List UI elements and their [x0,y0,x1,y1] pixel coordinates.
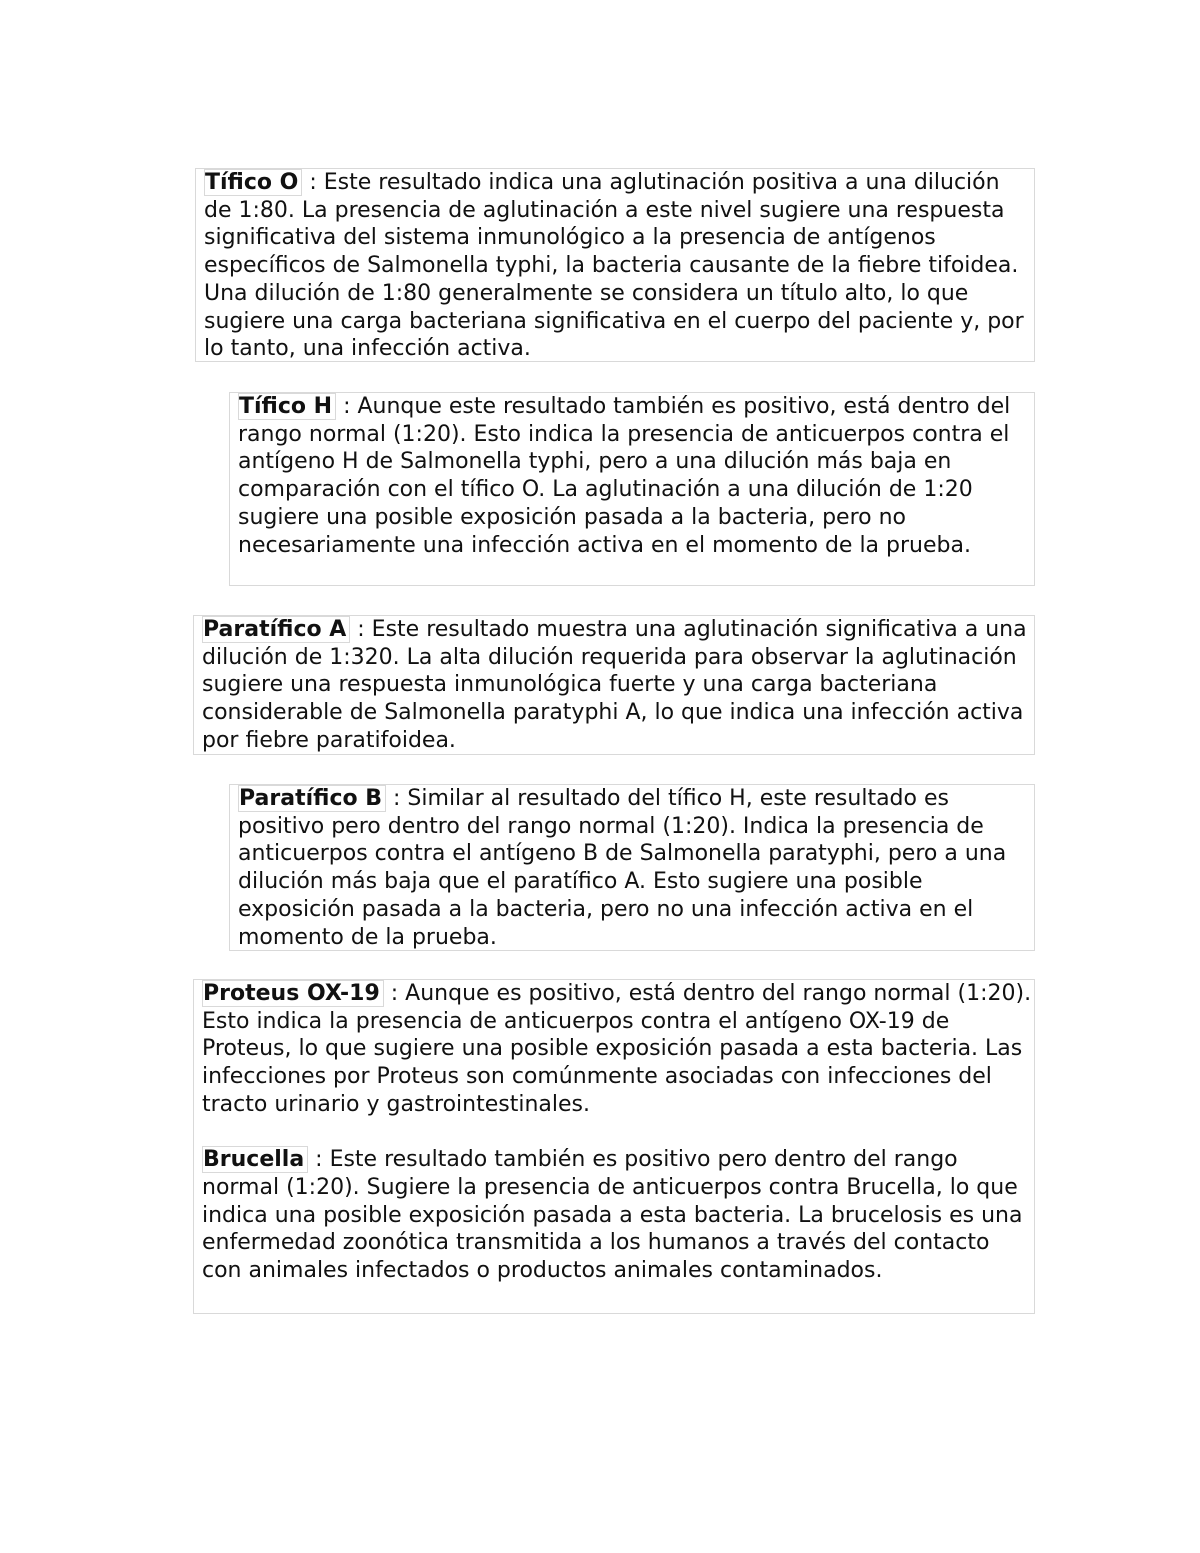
tifico-h-block [229,392,1035,586]
tifico-o-block [195,168,1035,362]
paratifico-a-text: : Este resultado muestra una aglutinación significativa a una dilución de 1:320. La alta dilución requerida para observar la aglutinación sugiere una respuesta inmunológica fuerte y una carga bacteriana considerable de Salmonella paratyphi A, lo que indica una infección activa por fiebre paratifoidea. [202,617,1027,753]
tifico-h-term: Tífico H [238,393,336,420]
brucella-text: : Este resultado también es positivo pero dentro del rango normal (1:20). Sugiere la presencia de anticuerpos contra Brucella, lo que indica una posible exposición pasada a esta bacteria. La brucelosis es una enfermedad zoonótica transmitida a los humanos a través del contacto con animales infectados o productos animales contaminados. [202,1147,1023,1284]
tifico-o-paragraph [204,169,1034,363]
paratifico-a-term: Paratífico A [202,616,350,643]
tifico-o-term: Tífico O [204,169,302,196]
brucella-paragraph [202,1146,1034,1285]
paratifico-b-paragraph [238,785,1034,951]
paratifico-a-block [193,615,1035,755]
proteus-brucella-block [193,979,1035,1314]
paragraph-spacer [202,1119,1034,1147]
tifico-h-text: : Aunque este resultado también es positivo, está dentro del rango normal (1:20). Esto indica la presencia de anticuerpos contra el antígeno H de Salmonella typhi, pero a una dilución más baja en comparación con el tífico O. La aglutinación a una dilución de 1:20 sugiere una posible exposición pasada a la bacteria, pero no necesariamente una infección activa en el momento de la prueba. [238,394,1011,558]
proteus-text: : Aunque es positivo, está dentro del rango normal (1:20). Esto indica la presencia de anticuerpos contra el antígeno OX-19 de Proteus, lo que sugiere una posible exposición pasada a esta bacteria. Las infecciones por Proteus son comúnmente asociadas con infecciones del tracto urinario y gastrointestinales. [202,981,1032,1117]
paratifico-b-term: Paratífico B [238,785,386,812]
proteus-paragraph [202,980,1034,1119]
tifico-h-paragraph [238,393,1034,559]
paratifico-b-text: : Similar al resultado del tífico H, este resultado es positivo pero dentro del rango normal (1:20). Indica la presencia de anticuerpos contra el antígeno B de Salmonella paratyphi, pero a una dilución más baja que el paratífico A. Esto sugiere una posible exposición pasada a la bacteria, pero no una infección activa en el momento de la prueba. [238,786,1007,950]
tifico-o-text: : Este resultado indica una aglutinación positiva a una dilución de 1:80. La presencia de aglutinación a este nivel sugiere una respuesta significativa del sistema inmunológico a la presencia de antígenos específicos de Salmonella typhi, la bacteria causante de la fiebre tifoidea. Una dilución de 1:80 generalmente se considera un título alto, lo que sugiere una carga bacteriana significativa en el cuerpo del paciente y, por lo tanto, una infección activa. [204,170,1024,362]
paratifico-b-block [229,784,1035,951]
proteus-term: Proteus OX-19 [202,980,384,1007]
paratifico-a-paragraph [202,616,1034,755]
brucella-term: Brucella [202,1146,308,1173]
